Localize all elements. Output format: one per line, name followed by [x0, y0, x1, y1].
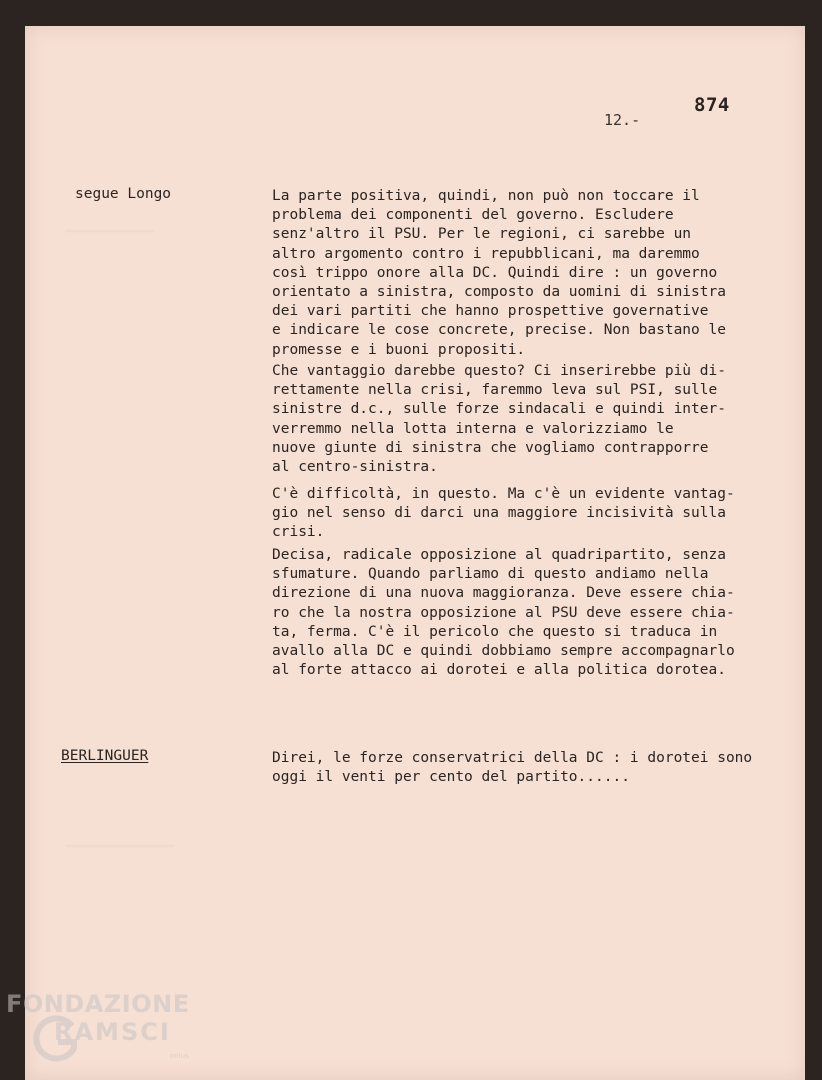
- document-page: [25, 26, 805, 1080]
- paragraph-5: Direi, le forze conservatrici della DC : i dorotei sono oggi il venti per cento del partito......: [272, 750, 753, 786]
- speaker-label-longo: segue Longo: [75, 186, 172, 202]
- speaker-label-berlinguer: BERLINGUER: [61, 748, 149, 764]
- paragraph-1: La parte positiva, quindi, non può non toccare il problema dei componenti del governo. Escludere senz'altro il PSU. Per le regioni, ci sarebbe un altro argomento contro i repubblicani, ma daremmo così trippo onore alla DC. Quindi dire : un governo orientato a sinistra, composto da uomini di sinistra dei vari partiti che hanno prospettive governative e indicare le cose concrete, precise. Non bastano le promesse e i buoni propositi.: [272, 188, 726, 358]
- bleed-through-mark: [65, 831, 175, 847]
- watermark-line-2: RAMSCI: [54, 1018, 171, 1046]
- page-number: 874: [694, 94, 730, 116]
- sheet-number: 12.-: [604, 111, 641, 129]
- watermark-subtitle: onlus: [170, 1052, 189, 1060]
- paragraph-3: C'è difficoltà, in questo. Ma c'è un evidente vantag- gio nel senso di darci una maggiore incisività sulla crisi.: [272, 486, 735, 541]
- bleed-through-mark: [65, 216, 155, 232]
- fondazione-gramsci-watermark: [4, 990, 209, 1070]
- watermark-line-1: FONDAZIONE: [6, 990, 190, 1018]
- paragraph-4: Decisa, radicale opposizione al quadripartito, senza sfumature. Quando parliamo di questo andiamo nella direzione di una nuova maggioranza. Deve essere chia- ro che la nostra opposizione al PSU deve essere chia- ta, ferma. C'è il pericolo che questo si traduca in avallo alla DC e quindi dobbiamo sempre accompagnarlo al forte attacco ai dorotei e alla politica dorotea.: [272, 547, 735, 679]
- paragraph-2: Che vantaggio darebbe questo? Ci inserirebbe più di- rettamente nella crisi, faremmo leva sul PSI, sulle sinistre d.c., sulle forze sindacali e quindi inter- verremmo nella lotta interna e valorizziamo le nuove giunte di sinistra che vogliamo contrapporre al centro-sinistra.: [272, 363, 726, 476]
